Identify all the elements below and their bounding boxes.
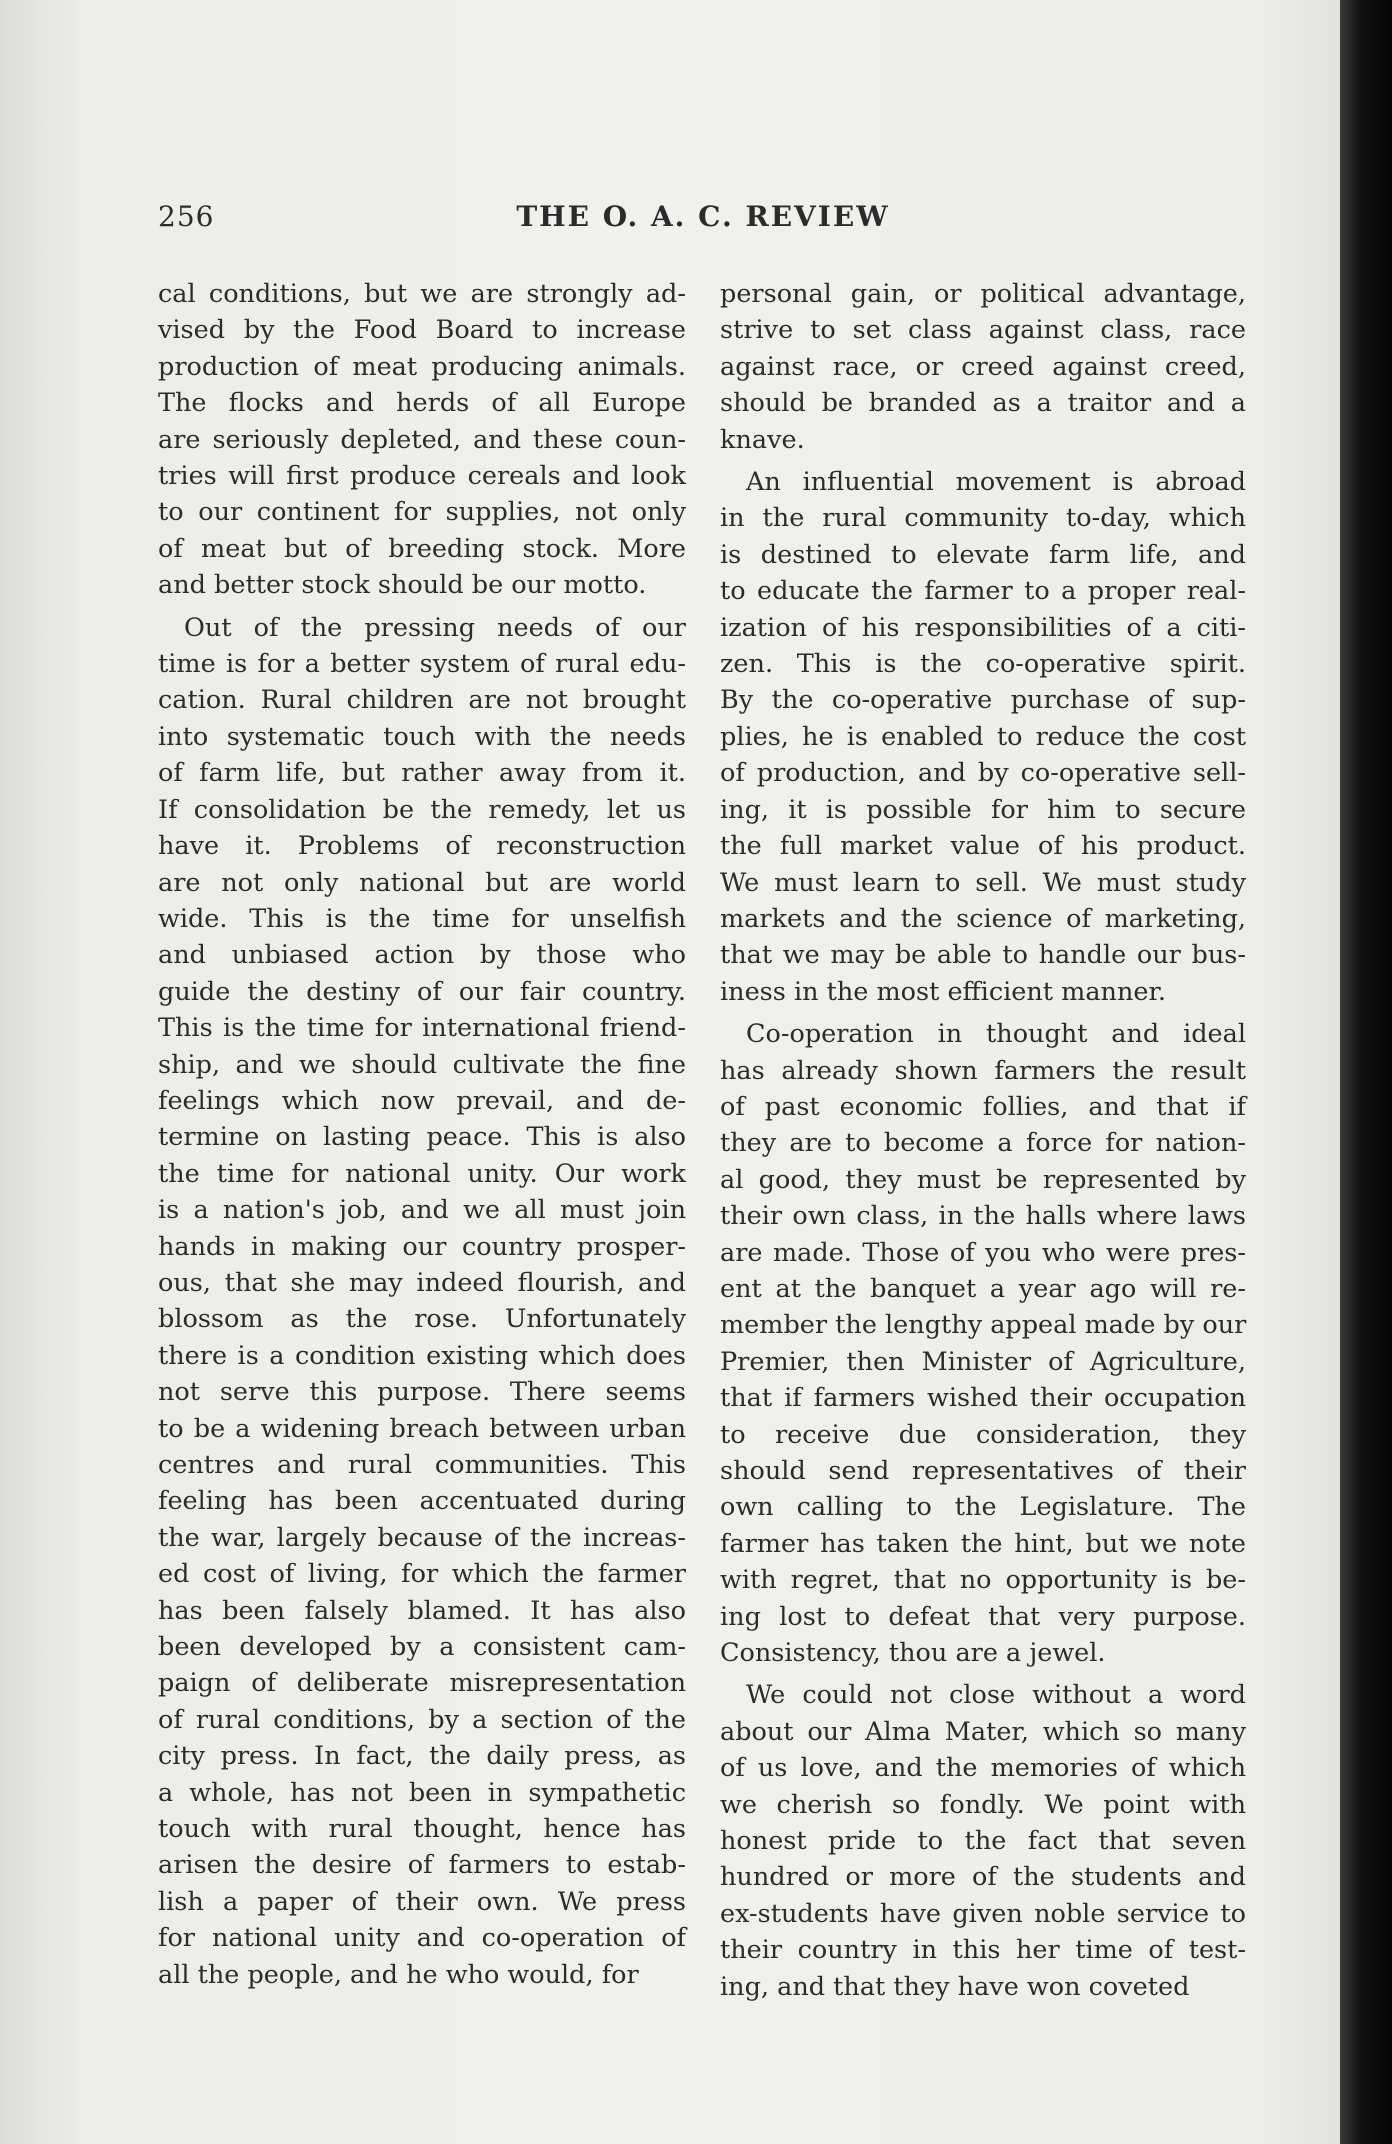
text-line: Co-operation in thought and ideal xyxy=(746,1019,1246,1050)
text-line: the full market value of his product. xyxy=(720,831,1246,862)
text-line: of past economic follies, and that if xyxy=(720,1091,1246,1122)
text-line: a whole, has not been in sympathetic xyxy=(158,1777,686,1808)
text-line: cal conditions, but we are strongly ad- xyxy=(158,279,686,309)
text-line: strive to set class against class, race xyxy=(720,315,1246,346)
text-line: of meat but of breeding stock. More xyxy=(158,533,686,564)
text-line: ing, it is possible for him to secure xyxy=(720,794,1246,825)
text-line: ing, and that they have won coveted xyxy=(720,1971,1190,2002)
text-line: that if farmers wished their occupation xyxy=(720,1383,1246,1414)
text-line: they are to become a force for nation- xyxy=(720,1128,1246,1159)
text-line: their country in this her time of test- xyxy=(720,1935,1246,1966)
left-column xyxy=(158,276,686,1993)
text-line: against race, or creed against creed, xyxy=(720,351,1246,382)
text-line: personal gain, or political advantage, xyxy=(720,279,1246,309)
text-line: Premier, then Minister of Agriculture, xyxy=(720,1346,1246,1377)
text-line: to be a widening breach between urban xyxy=(158,1413,686,1444)
text-line: paign of deliberate misrepresentation xyxy=(158,1668,686,1699)
text-line: hands in making our country prosper- xyxy=(158,1231,686,1262)
text-line: This is the time for international friend- xyxy=(158,1013,686,1044)
text-line: has already shown farmers the result xyxy=(720,1055,1246,1086)
text-line: own calling to the Legislature. The xyxy=(720,1492,1246,1523)
text-line: have it. Problems of reconstruction xyxy=(158,831,686,862)
text-line: are not only national but are world xyxy=(158,867,686,898)
text-line: centres and rural communities. This xyxy=(158,1450,686,1480)
text-line: markets and the science of marketing, xyxy=(720,903,1246,934)
text-line: are made. Those of you who were pres- xyxy=(720,1237,1246,1268)
text-line: been developed by a consistent cam- xyxy=(158,1632,686,1663)
text-line: feelings which now prevail, and de- xyxy=(158,1085,686,1116)
text-line: should send representatives of their xyxy=(720,1456,1246,1486)
text-line: member the lengthy appeal made by our xyxy=(720,1310,1247,1341)
text-line: al good, they must be represented by xyxy=(720,1164,1246,1195)
text-line: Consistency, thou are a jewel. xyxy=(720,1638,1106,1669)
text-line: is destined to elevate farm life, and xyxy=(720,539,1246,570)
text-line: cation. Rural children are not brought xyxy=(158,685,686,716)
text-line: with regret, that no opportunity is be- xyxy=(720,1565,1246,1596)
text-line: should be branded as a traitor and a xyxy=(720,388,1246,419)
right-column xyxy=(720,276,1246,2005)
text-line: touch with rural thought, hence has xyxy=(158,1814,686,1845)
text-line: An influential movement is abroad xyxy=(746,467,1246,498)
text-line: guide the destiny of our fair country. xyxy=(158,976,686,1007)
text-line: into systematic touch with the needs xyxy=(158,721,686,752)
text-line: The flocks and herds of all Europe xyxy=(158,388,686,419)
text-line: ing lost to defeat that very purpose. xyxy=(720,1601,1246,1632)
text-line: of farm life, but rather away from it. xyxy=(158,758,686,789)
text-line: farmer has taken the hint, but we note xyxy=(720,1528,1246,1559)
text-line: has been falsely blamed. It has also xyxy=(158,1595,686,1626)
text-line: ization of his responsibilities of a citi- xyxy=(720,612,1246,643)
text-line: of us love, and the memories of which xyxy=(720,1753,1246,1784)
text-line: iness in the most efficient manner. xyxy=(720,976,1166,1007)
text-line: for national unity and co-operation of xyxy=(158,1923,686,1954)
page-edge-shadow xyxy=(1340,0,1392,2144)
text-line: of production, and by co-operative sell- xyxy=(720,758,1246,789)
text-line: to our continent for supplies, not only xyxy=(158,497,686,528)
text-line: By the co-operative purchase of sup- xyxy=(720,685,1246,716)
text-line: about our Alma Mater, which so many xyxy=(720,1716,1246,1747)
text-line: feeling has been accentuated during xyxy=(158,1486,686,1517)
text-line: blossom as the rose. Unfortunately xyxy=(158,1304,686,1335)
text-line: of rural conditions, by a section of the xyxy=(158,1704,686,1735)
text-line: honest pride to the fact that seven xyxy=(720,1826,1246,1857)
text-line: arisen the desire of farmers to estab- xyxy=(158,1850,686,1881)
text-line: there is a condition existing which does xyxy=(158,1340,686,1371)
text-line: in the rural community to-day, which xyxy=(720,503,1246,534)
page-number: 256 xyxy=(158,200,215,233)
text-line: If consolidation be the remedy, let us xyxy=(158,794,686,825)
text-line: their own class, in the halls where laws xyxy=(720,1201,1246,1232)
text-line: to receive due consideration, they xyxy=(720,1419,1246,1450)
text-line: lish a paper of their own. We press xyxy=(158,1886,686,1917)
text-line: production of meat producing animals. xyxy=(158,351,686,382)
text-line: ex-students have given noble service to xyxy=(720,1898,1246,1929)
text-line: and better stock should be our motto. xyxy=(158,570,647,601)
text-line: not serve this purpose. There seems xyxy=(158,1377,686,1408)
text-line: we cherish so fondly. We point with xyxy=(720,1789,1246,1820)
text-line: vised by the Food Board to increase xyxy=(158,315,686,346)
running-title: THE O. A. C. REVIEW xyxy=(516,200,890,233)
text-line: tries will first produce cereals and look xyxy=(158,461,686,492)
text-line: to educate the farmer to a proper real- xyxy=(720,576,1246,607)
text-line: time is for a better system of rural edu- xyxy=(158,649,686,680)
text-line: termine on lasting peace. This is also xyxy=(158,1122,686,1153)
text-line: ship, and we should cultivate the fine xyxy=(158,1049,686,1080)
text-line: We must learn to sell. We must study xyxy=(720,867,1246,898)
text-line: ent at the banquet a year ago will re- xyxy=(720,1273,1246,1304)
text-line: the war, largely because of the increas- xyxy=(158,1522,686,1553)
text-line: all the people, and he who would, for xyxy=(158,1959,639,1990)
text-line: ous, that she may indeed flourish, and xyxy=(158,1267,686,1298)
text-line: We could not close without a word xyxy=(746,1680,1246,1711)
text-line: zen. This is the co-operative spirit. xyxy=(720,649,1246,680)
text-line: hundred or more of the students and xyxy=(720,1862,1246,1893)
text-line: the time for national unity. Our work xyxy=(158,1158,686,1189)
text-line: city press. In fact, the daily press, as xyxy=(158,1741,686,1772)
text-line: wide. This is the time for unselfish xyxy=(158,903,686,934)
page-header xyxy=(158,200,1248,240)
text-line: are seriously depleted, and these coun- xyxy=(158,424,686,455)
text-line: and unbiased action by those who xyxy=(158,940,686,971)
text-line: knave. xyxy=(720,424,805,455)
text-line: Out of the pressing needs of our xyxy=(184,612,686,643)
text-line: that we may be able to handle our bus- xyxy=(720,940,1246,971)
text-line: is a nation's job, and we all must join xyxy=(158,1195,686,1226)
text-line: ed cost of living, for which the farmer xyxy=(158,1559,686,1590)
text-line: plies, he is enabled to reduce the cost xyxy=(720,721,1246,752)
